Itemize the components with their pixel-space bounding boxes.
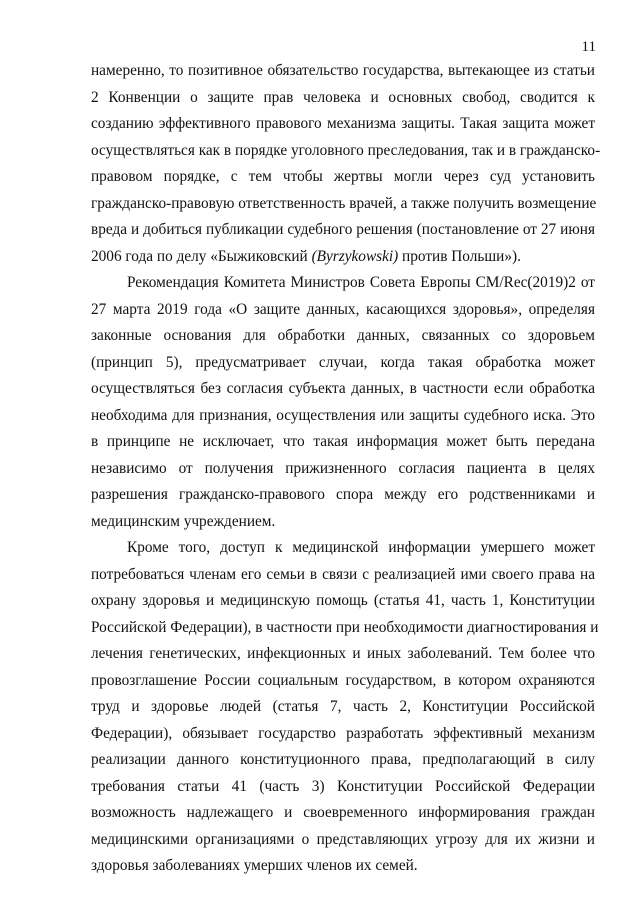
text-line: Российской Федерации), в частности при необходимости диагностирования и	[91, 618, 599, 636]
text-line: Кроме того, доступ к медицинской информации умершего может	[127, 539, 595, 556]
text-line: осуществляться без согласия субъекта данных, в частности если обработка	[91, 380, 595, 397]
text-line: Федерации), обязывает государство разработать эффективный механизм	[91, 724, 595, 742]
text-line: Рекомендация Комитета Министров Совета Европы CM/Rec(2019)2 от	[127, 274, 595, 291]
text-line: законные основания для обработки данных, связанных со здоровьем	[91, 327, 595, 344]
paragraph-1	[91, 58, 601, 270]
text-line: гражданско-правовую ответственность врачей, а также получить возмещение	[91, 194, 597, 212]
text-line: необходима для признания, осуществления или защиты судебного иска. Это	[91, 406, 595, 424]
text-line: 2 Конвенции о защите прав человека и основных свобод, сводится к	[91, 88, 595, 106]
text-line: реализации данного конституционного права, предполагающий в силу	[91, 751, 595, 768]
text-line: провозглашение России социальным государством, в котором охраняются	[91, 671, 595, 689]
page-number: 11	[581, 39, 596, 55]
text-line: медицинским учреждением.	[91, 512, 276, 530]
paragraph-3	[91, 535, 599, 880]
text-line: охрану здоровья и медицинскую помощь (статья 41, часть 1, Конституции	[91, 592, 595, 609]
text-line: правовом порядке, с тем чтобы жертвы могли через суд установить	[91, 168, 595, 185]
text-line: разрешения гражданско-правового спора между его родственниками и	[91, 486, 595, 503]
case-name-italic: (Byrzykowski)	[311, 247, 399, 265]
text-line	[91, 244, 595, 271]
text-line: медицинскими организациями о представляющих угрозу для их жизни и	[91, 830, 595, 848]
document-body	[91, 58, 601, 880]
text-line: осуществляться как в порядке уголовного преследования, так и в гражданско-	[91, 141, 601, 159]
text-line: требования статьи 41 (часть 3) Конституции Российской Федерации	[91, 777, 595, 795]
text-line: вреда и добиться публикации судебного решения (постановление от 27 июня	[91, 221, 595, 238]
case-citation-prefix: 2006 года по делу «Быжиковский	[91, 247, 312, 265]
text-line: труд и здоровье людей (статья 7, часть 2, Конституции Российской	[91, 698, 595, 715]
text-line: независимо от получения прижизненного согласия пациента в целях	[91, 459, 595, 477]
text-line: лечения генетических, инфекционных и иных заболеваний. Тем более что	[91, 645, 595, 662]
text-line: намеренно, то позитивное обязательство государства, вытекающее из статьи	[91, 62, 595, 79]
text-line: потребоваться членам его семьи в связи с реализацией ими своего права на	[91, 565, 595, 583]
text-line: 27 марта 2019 года «О защите данных, касающихся здоровья», определяя	[91, 300, 595, 318]
case-citation-suffix: против Польши»).	[398, 247, 521, 265]
text-line: возможность надлежащего и своевременного информирования граждан	[91, 804, 595, 821]
paragraph-2	[91, 270, 595, 535]
text-line: (принцип 5), предусматривает случаи, когда такая обработка может	[91, 353, 595, 371]
text-line: в принципе не исключает, что такая информация может быть передана	[91, 433, 595, 450]
text-line: здоровья заболеваниях умерших членов их семей.	[91, 857, 418, 874]
text-line: созданию эффективного правового механизма защиты. Такая защита может	[91, 115, 595, 132]
